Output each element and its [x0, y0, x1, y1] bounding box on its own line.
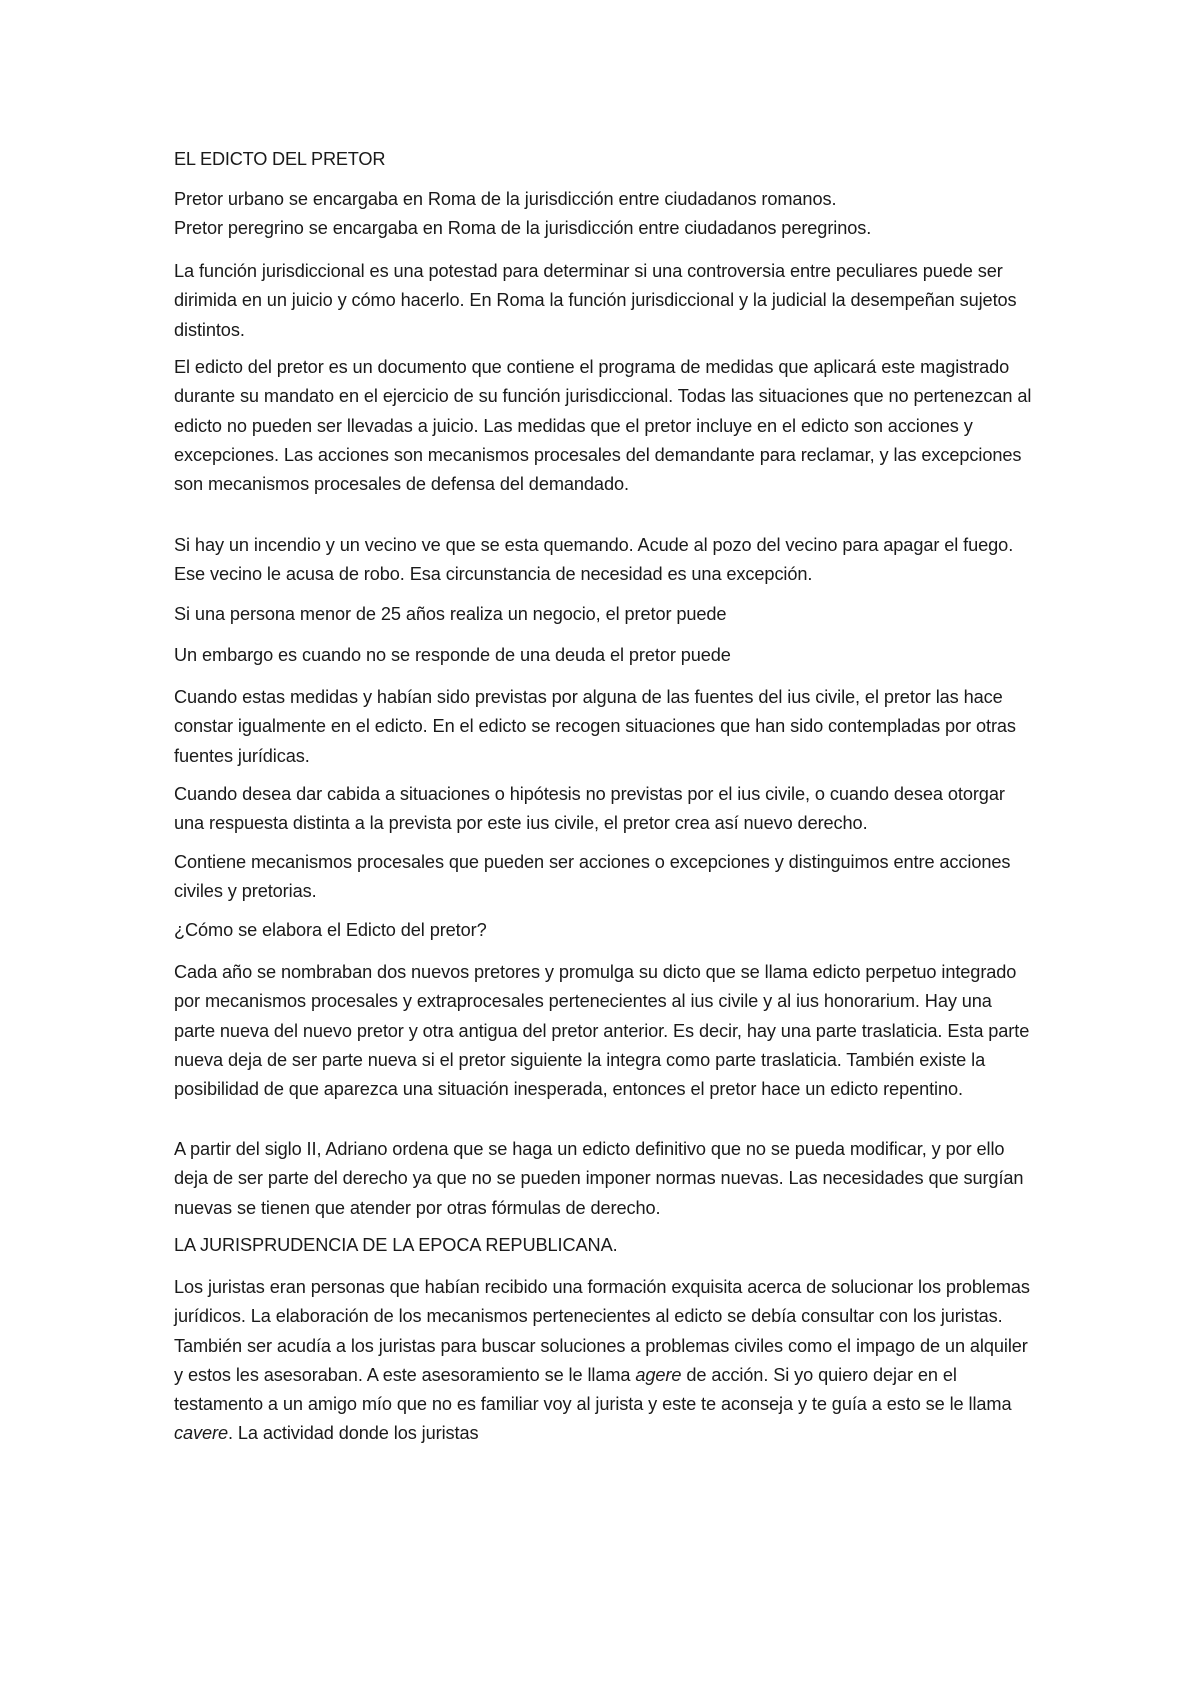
paragraph-juristas [174, 1273, 1034, 1449]
paragraph-pretor-urbano: Pretor urbano se encargaba en Roma de la jurisdicción entre ciudadanos romanos. [174, 189, 837, 209]
paragraph-pregunta-elaboracion: ¿Cómo se elabora el Edicto del pretor? [174, 920, 487, 940]
document-title: EL EDICTO DEL PRETOR [174, 149, 386, 169]
term-cavere: cavere [174, 1423, 228, 1444]
term-agere: agere [635, 1364, 682, 1385]
paragraph-nuevo-derecho: Cuando desea dar cabida a situaciones o hipótesis no previstas por el ius civile, o cuando desea otorgar una respuesta distinta a la prevista por este ius civile, el pretor crea así nuevo derecho. [174, 784, 1005, 834]
paragraph-funcion-jurisdiccional: La función jurisdiccional es una potestad para determinar si una controversia entre peculiares puede ser dirimida en un juicio y cómo hacerlo. En Roma la función jurisdiccional y la judicial la desempeñan sujetos distintos. [174, 261, 1017, 340]
paragraph-juristas-text-1: Los juristas eran personas que habían recibido una formación exquisita acerca de solucionar los problemas jurídicos. La elaboración de los mecanismos pertenecientes al edicto se debía consultar con los juristas. También ser acudía a los juristas para buscar soluciones a problemas civiles como el impago de un alquiler y estos les asesoraban. A este asesoramiento se le llama [174, 1277, 1030, 1385]
paragraph-adriano: A partir del siglo II, Adriano ordena que se haga un edicto definitivo que no se pueda modificar, y por ello deja de ser parte del derecho ya que no se pueden imponer normas nuevas. Las necesidades que surgían nuevas se tienen que atender por otras fórmulas de derecho. [174, 1139, 1024, 1218]
paragraph-menor-25: Si una persona menor de 25 años realiza un negocio, el pretor puede [174, 604, 727, 624]
section-heading-jurisprudencia: LA JURISPRUDENCIA DE LA EPOCA REPUBLICANA. [174, 1235, 618, 1255]
paragraph-embargo: Un embargo es cuando no se responde de una deuda el pretor puede [174, 645, 731, 665]
paragraph-mecanismos: Contiene mecanismos procesales que pueden ser acciones o excepciones y distinguimos entre acciones civiles y pretorias. [174, 852, 1011, 902]
paragraph-pretor-peregrino: Pretor peregrino se encargaba en Roma de la jurisdicción entre ciudadanos peregrinos. [174, 218, 872, 238]
paragraph-ejemplo-incendio: Si hay un incendio y un vecino ve que se esta quemando. Acude al pozo del vecino para apagar el fuego. Ese vecino le acusa de robo. Esa circunstancia de necesidad es una excepción. [174, 535, 1014, 585]
paragraph-juristas-text-3: . La actividad donde los juristas [228, 1423, 479, 1444]
paragraph-ius-civile: Cuando estas medidas y habían sido previstas por alguna de las fuentes del ius civile, el pretor las hace constar igualmente en el edicto. En el edicto se recogen situaciones que han sido contempladas por otras fuentes jurídicas. [174, 687, 1016, 766]
paragraph-edicto-definicion: El edicto del pretor es un documento que contiene el programa de medidas que aplicará este magistrado durante su mandato en el ejercicio de su función jurisdiccional. Todas las situaciones que no pertenezcan al edicto no pueden ser llevadas a juicio. Las medidas que el pretor incluye en el edicto son acciones y excepciones. Las acciones son mecanismos procesales del demandante para reclamar, y las excepciones son mecanismos procesales de defensa del demandado. [174, 357, 1032, 495]
paragraph-edicto-perpetuo: Cada año se nombraban dos nuevos pretores y promulga su dicto que se llama edicto perpetuo integrado por mecanismos procesales y extraprocesales pertenecientes al ius civile y al ius honorarium. Hay una parte nueva del nuevo pretor y otra antigua del pretor anterior. Es decir, hay una parte traslaticia. Esta parte nueva deja de ser parte nueva si el pretor siguiente la integra como parte traslaticia. También existe la posibilidad de que aparezca una situación inesperada, entonces el pretor hace un edicto repentino. [174, 962, 1030, 1100]
paragraph-juristas-text-2: de acción. Si yo quiero dejar en el testamento a un amigo mío que no es familiar voy al jurista y este te aconseja y te guía a esto se le llama [174, 1364, 1012, 1415]
